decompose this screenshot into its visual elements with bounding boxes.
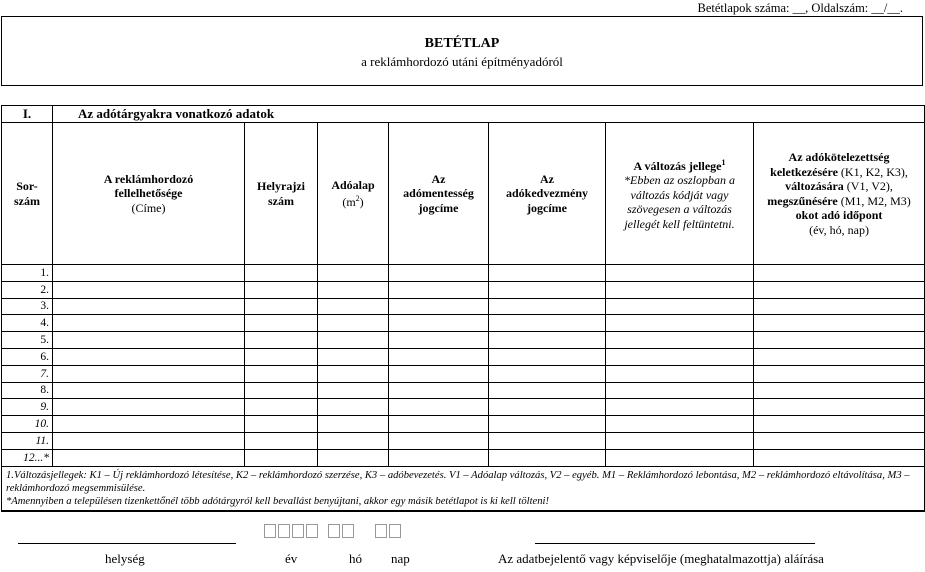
table-cell[interactable] [489, 315, 606, 332]
col-parcel: Helyrajzi szám [245, 123, 318, 265]
date-digit-box[interactable] [389, 524, 401, 538]
col-tax-base: Adóalap $(m^2)$ [318, 123, 389, 265]
table-cell[interactable] [245, 432, 318, 449]
signer-label: Az adatbejelentő vagy képviselője (meghatalmazottja) aláírása [498, 551, 824, 566]
page-title: BETÉTLAP [424, 36, 500, 51]
table-cell[interactable] [489, 265, 606, 282]
table-body [2, 265, 925, 467]
column-header-row [2, 123, 925, 265]
table-cell[interactable] [318, 332, 389, 349]
table-row [2, 382, 925, 399]
table-cell[interactable] [754, 265, 925, 282]
table-cell[interactable] [53, 382, 245, 399]
table-cell[interactable] [53, 265, 245, 282]
table-cell[interactable] [245, 315, 318, 332]
row-number: 10. [2, 416, 53, 433]
table-cell[interactable] [389, 365, 489, 382]
table-cell[interactable] [318, 348, 389, 365]
table-cell[interactable] [318, 449, 389, 466]
table-cell[interactable] [606, 432, 754, 449]
table-cell[interactable] [389, 265, 489, 282]
page-count-line: Betétlapok száma: __, Oldalszám: __/__. [697, 1, 903, 15]
table-row [2, 432, 925, 449]
table-cell[interactable] [53, 416, 245, 433]
page-subtitle: a reklámhordozó utáni építményadóról [361, 54, 563, 69]
table-cell[interactable] [606, 365, 754, 382]
row-number: 2. [2, 281, 53, 298]
table-cell[interactable] [318, 416, 389, 433]
table-cell[interactable] [754, 382, 925, 399]
section-title: Az adótárgyakra vonatkozó adatok [53, 106, 925, 123]
month-label: hó [349, 551, 362, 566]
footnotes-row [2, 466, 925, 511]
table-row [2, 365, 925, 382]
row-number: 3. [2, 298, 53, 315]
table-cell[interactable] [53, 298, 245, 315]
table-cell[interactable] [754, 281, 925, 298]
table-cell[interactable] [245, 281, 318, 298]
footnote-change-types: 1.Változásjellegek: K1 – Új reklámhordozó létesítése, K2 – reklámhordozó szerzése, K3 – adóbevezetés. V1 – Adóalap változás, V2 – egyéb. M1 – Reklámhordozó lebontása, M2 – reklámhordozó eltávolítása, M3 – reklámhordozó megsemmisülése. [6, 469, 910, 494]
date-digit-box[interactable] [328, 524, 340, 538]
date-digit-box[interactable] [306, 524, 318, 538]
table-cell[interactable] [53, 449, 245, 466]
table-cell[interactable] [389, 315, 489, 332]
table-cell[interactable] [606, 399, 754, 416]
table-cell[interactable] [245, 416, 318, 433]
table-row [2, 265, 925, 282]
table-cell[interactable] [245, 382, 318, 399]
table-cell[interactable] [389, 332, 489, 349]
col-sorszam: Sor- szám [2, 123, 53, 265]
table-cell[interactable] [389, 348, 489, 365]
table-cell[interactable] [245, 265, 318, 282]
row-number: 5. [2, 332, 53, 349]
table-row [2, 281, 925, 298]
table-cell[interactable] [318, 399, 389, 416]
table-row [2, 416, 925, 433]
footnote-extra-sheet: *Amennyiben a településen tizenkettőnél több adótárgyról kell bevallást benyújtani, akkor egy másik betétlapot is ki kell tölteni! [6, 495, 549, 507]
table-row [2, 399, 925, 416]
row-number: 6. [2, 348, 53, 365]
table-cell[interactable] [318, 382, 389, 399]
table-cell[interactable] [53, 281, 245, 298]
table-cell[interactable] [606, 315, 754, 332]
col-change-type: A változás jellege$^1$ *Ebben az oszlopban a változás kódját vagy szövegesen a változás jellegét kell feltüntetni. [606, 123, 754, 265]
table-cell[interactable] [53, 348, 245, 365]
row-number: 4. [2, 315, 53, 332]
table-cell[interactable] [318, 432, 389, 449]
table-cell[interactable] [389, 432, 489, 449]
table-cell[interactable] [53, 315, 245, 332]
table-cell[interactable] [318, 281, 389, 298]
table-cell[interactable] [53, 365, 245, 382]
table-cell[interactable] [606, 348, 754, 365]
table-cell[interactable] [606, 449, 754, 466]
table-cell[interactable] [489, 416, 606, 433]
row-number: 12...* [2, 449, 53, 466]
year-label: év [285, 551, 298, 566]
table-cell[interactable] [389, 298, 489, 315]
row-number: 9. [2, 399, 53, 416]
place-line[interactable] [18, 543, 236, 544]
table-cell[interactable] [606, 281, 754, 298]
table-cell[interactable] [754, 416, 925, 433]
table-cell[interactable] [754, 332, 925, 349]
table-cell[interactable] [318, 365, 389, 382]
table-cell[interactable] [53, 432, 245, 449]
row-number: 8. [2, 382, 53, 399]
table-cell[interactable] [389, 281, 489, 298]
table-cell[interactable] [754, 449, 925, 466]
date-digit-box[interactable] [375, 524, 387, 538]
table-cell[interactable] [754, 315, 925, 332]
table-cell[interactable] [245, 449, 318, 466]
col-exemption: Az adómentesség jogcíme [389, 123, 489, 265]
signature-line[interactable] [535, 543, 815, 544]
table-cell[interactable] [489, 432, 606, 449]
table-cell[interactable] [754, 432, 925, 449]
table-cell[interactable] [754, 348, 925, 365]
table-row [2, 332, 925, 349]
table-cell[interactable] [489, 348, 606, 365]
table-cell[interactable] [245, 348, 318, 365]
table-cell[interactable] [489, 449, 606, 466]
table-row [2, 449, 925, 466]
row-number: 7. [2, 365, 53, 382]
table-cell[interactable] [754, 298, 925, 315]
table-cell[interactable] [489, 365, 606, 382]
table-cell[interactable] [245, 332, 318, 349]
table-cell[interactable] [53, 399, 245, 416]
section-header-row [2, 106, 925, 123]
col-date: Az adókötelezettség keletkezésére (K1, K2, K3), változására (V1, V2), megszűnésére (M1, M2, M3) okot adó időpont (év, hó, nap) [754, 123, 925, 265]
table-cell[interactable] [754, 399, 925, 416]
col-location: A reklámhordozó fellelhetősége (Címe) [53, 123, 245, 265]
table-cell[interactable] [489, 281, 606, 298]
section-number: I. [2, 106, 53, 123]
data-table [1, 105, 925, 512]
table-row [2, 315, 925, 332]
table-cell[interactable] [606, 416, 754, 433]
table-cell[interactable] [606, 265, 754, 282]
date-digit-box[interactable] [278, 524, 290, 538]
table-cell[interactable] [53, 332, 245, 349]
date-digit-box[interactable] [292, 524, 304, 538]
title-box [1, 16, 923, 86]
table-cell[interactable] [606, 382, 754, 399]
table-cell[interactable] [245, 298, 318, 315]
table-cell[interactable] [389, 382, 489, 399]
table-cell[interactable] [489, 298, 606, 315]
table-cell[interactable] [318, 265, 389, 282]
table-cell[interactable] [754, 365, 925, 382]
table-cell[interactable] [318, 315, 389, 332]
table-cell[interactable] [606, 298, 754, 315]
table-row [2, 348, 925, 365]
col-allowance: Az adókedvezmény jogcíme [489, 123, 606, 265]
row-number: 11. [2, 432, 53, 449]
table-cell[interactable] [245, 365, 318, 382]
table-cell[interactable] [489, 399, 606, 416]
table-row [2, 298, 925, 315]
table-cell[interactable] [489, 382, 606, 399]
table-cell[interactable] [389, 399, 489, 416]
table-cell[interactable] [318, 298, 389, 315]
table-cell[interactable] [606, 332, 754, 349]
table-cell[interactable] [389, 416, 489, 433]
place-label: helység [105, 551, 145, 566]
date-digit-box[interactable] [342, 524, 354, 538]
row-number: 1. [2, 265, 53, 282]
day-label: nap [391, 551, 410, 566]
date-digit-box[interactable] [264, 524, 276, 538]
table-cell[interactable] [489, 332, 606, 349]
table-cell[interactable] [389, 449, 489, 466]
table-cell[interactable] [245, 399, 318, 416]
